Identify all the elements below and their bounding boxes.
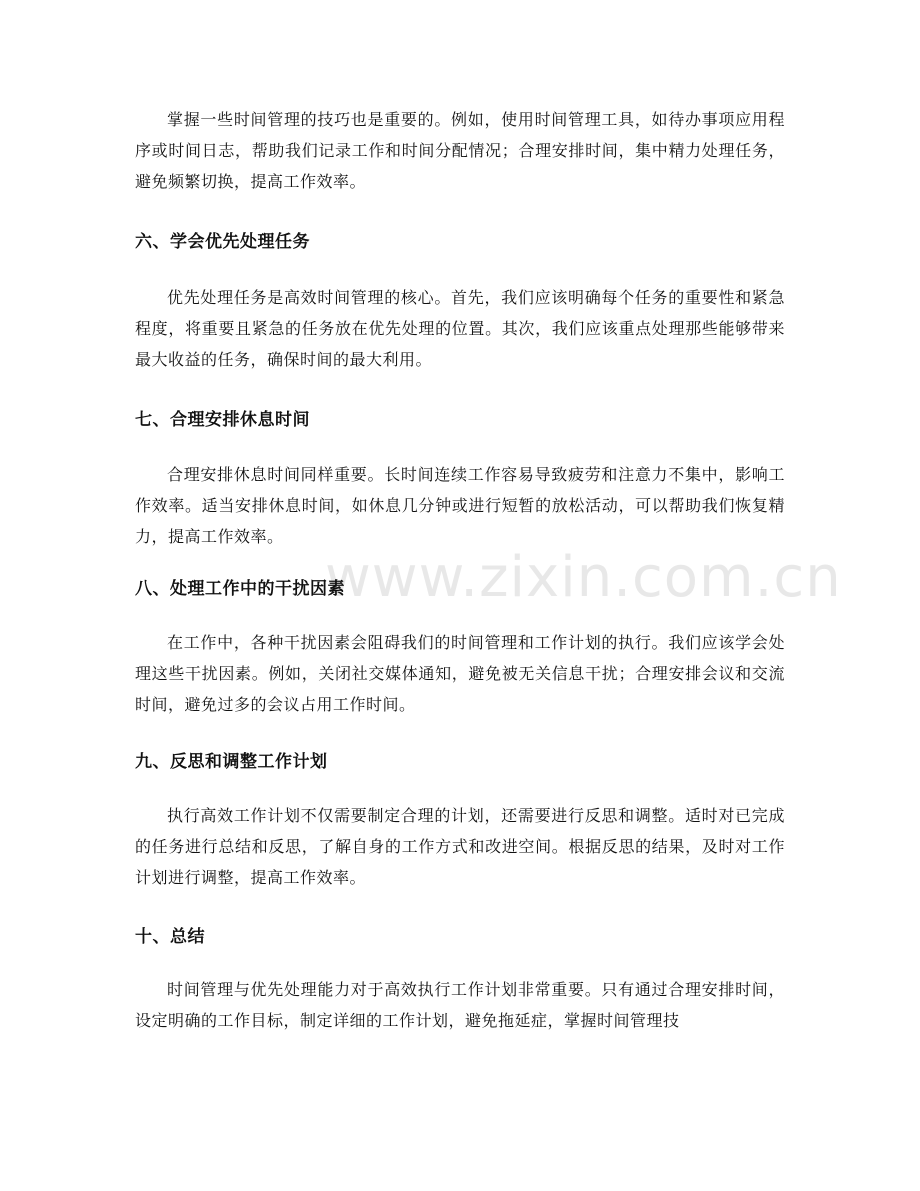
heading-section-8: 八、处理工作中的干扰因素 (135, 579, 345, 599)
heading-section-10: 十、总结 (135, 927, 205, 947)
paragraph-summary: 时间管理与优先处理能力对于高效执行工作计划非常重要。只有通过合理安排时间，设定明确的工作目标，制定详细的工作计划，避免拖延症，掌握时间管理技 (135, 980, 785, 1030)
paragraph-rest-time: 合理安排休息时间同样重要。长时间连续工作容易导致疲劳和注意力不集中，影响工作效率。适当安排休息时间，如休息几分钟或进行短暂的放松活动，可以帮助我们恢复精力，提高工作效率。 (135, 465, 785, 546)
watermark: www.zixin.com.cn (325, 545, 842, 610)
paragraph-priority-tasks: 优先处理任务是高效时间管理的核心。首先，我们应该明确每个任务的重要性和紧急程度，将重要且紧急的任务放在优先处理的位置。其次，我们应该重点处理那些能够带来最大收益的任务，确保时间的最大利用。 (135, 288, 785, 369)
heading-section-9: 九、反思和调整工作计划 (135, 752, 328, 772)
paragraph-distractions: 在工作中，各种干扰因素会阻碍我们的时间管理和工作计划的执行。我们应该学会处理这些干扰因素。例如，关闭社交媒体通知，避免被无关信息干扰；合理安排会议和交流时间，避免过多的会议占用工作时间。 (135, 633, 785, 714)
heading-section-7: 七、合理安排休息时间 (135, 410, 310, 430)
paragraph-reflection: 执行高效工作计划不仅需要制定合理的计划，还需要进行反思和调整。适时对已完成的任务进行总结和反思，了解自身的工作方式和改进空间。根据反思的结果，及时对工作计划进行调整，提高工作效率。 (135, 806, 785, 887)
paragraph-time-management-tips: 掌握一些时间管理的技巧也是重要的。例如，使用时间管理工具，如待办事项应用程序或时间日志，帮助我们记录工作和时间分配情况；合理安排时间，集中精力处理任务，避免频繁切换，提高工作效率。 (135, 110, 785, 191)
heading-section-6: 六、学会优先处理任务 (135, 232, 310, 252)
